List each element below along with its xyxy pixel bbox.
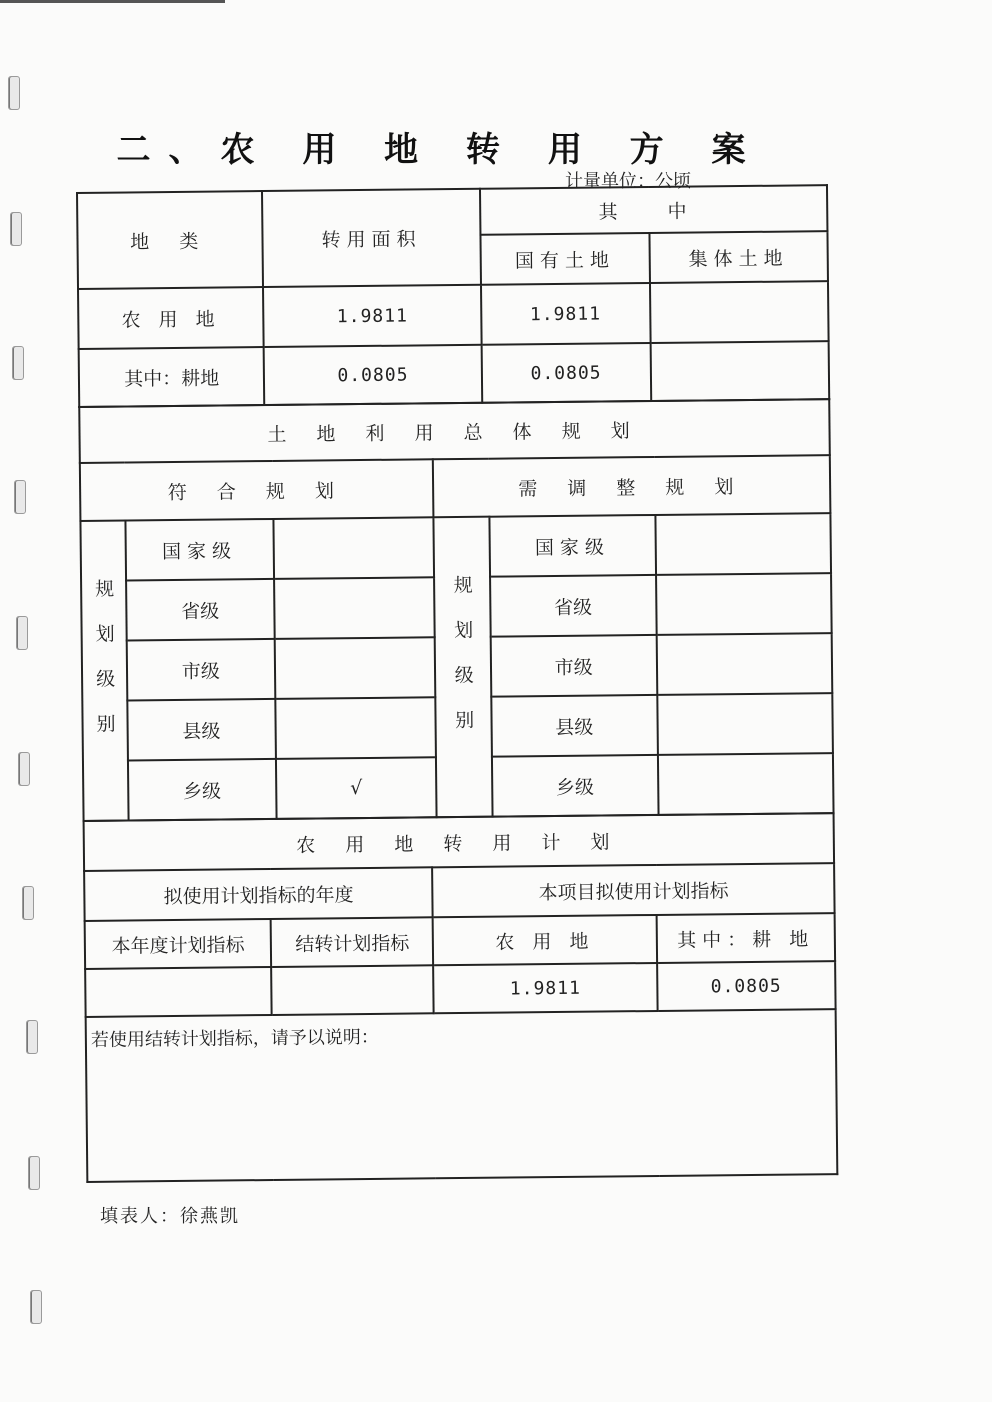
- adjust-mark-county: [657, 693, 833, 755]
- adjust-mark-township: [658, 753, 834, 815]
- conversion-plan-table: [83, 812, 839, 1183]
- land-use-plan-title: 土 地 利 用 总 体 规 划: [79, 399, 830, 463]
- compliant-level-province: 省级: [126, 579, 274, 641]
- header-land-type: 地 类: [77, 191, 263, 289]
- form-sheet: [76, 184, 838, 1183]
- table-row: [85, 961, 835, 1017]
- table-row: [78, 281, 829, 349]
- header-farmland: 农 用 地: [433, 915, 657, 965]
- project-quota-title: 本项目拟使用计划指标: [432, 863, 834, 917]
- header-current-year-quota: 本年度计划指标: [85, 919, 272, 969]
- compliant-level-national: 国家级: [126, 519, 274, 581]
- binding-hole-mark: [26, 1020, 38, 1054]
- header-carryover-quota: 结转计划指标: [271, 917, 433, 967]
- binding-hole-mark: [12, 346, 24, 380]
- binding-hole-mark: [14, 480, 26, 514]
- top-edge-line: [0, 0, 225, 3]
- header-cultivated: 其中：耕 地: [656, 913, 835, 963]
- cultivated-state-value: 0.0805: [481, 343, 651, 403]
- land-use-plan-table: [78, 398, 834, 822]
- compliant-mark-province: [274, 577, 435, 639]
- compliant-level-township: 乡级: [128, 759, 276, 821]
- compliant-plan-title: 符 合 规 划: [80, 459, 434, 521]
- adjust-level-county: 县级: [491, 695, 658, 757]
- farmland-quota-value: 1.9811: [433, 963, 657, 1013]
- conversion-plan-title: 农 用 地 转 用 计 划: [84, 813, 834, 871]
- header-among: 其 中: [480, 185, 828, 235]
- binding-hole-mark: [16, 616, 28, 650]
- header-collective-land: 集体土地: [649, 231, 828, 283]
- compliant-mark-city: [274, 637, 435, 699]
- farmland-state-value: 1.9811: [481, 283, 651, 345]
- binding-hole-mark: [30, 1290, 42, 1324]
- compliant-level-label: 规划级别: [80, 520, 128, 820]
- carryover-quota-value: [272, 965, 434, 1015]
- conversion-area-table: [76, 184, 830, 408]
- cultivated-area-value: 0.0805: [264, 345, 482, 405]
- adjust-level-national: 国家级: [489, 515, 656, 577]
- farmland-area-value: 1.9811: [263, 285, 481, 347]
- binding-hole-mark: [22, 886, 34, 920]
- binding-hole-mark: [8, 76, 20, 110]
- binding-hole-mark: [28, 1156, 40, 1190]
- adjust-plan-title: 需 调 整 规 划: [433, 455, 830, 517]
- cultivated-collective-value: [650, 341, 829, 401]
- adjust-level-label: 规划级别: [434, 517, 492, 818]
- plan-year-title: 拟使用计划指标的年度: [84, 867, 433, 921]
- adjust-level-township: 乡级: [492, 755, 659, 817]
- compliant-level-county: 县级: [127, 699, 275, 761]
- table-row: [80, 513, 831, 581]
- carryover-explanation-field[interactable]: [86, 1009, 838, 1182]
- measurement-unit: 计量单位：公顷: [565, 171, 691, 192]
- compliant-mark-township: √: [276, 757, 437, 819]
- row-label-farmland: 农 用 地: [78, 287, 264, 349]
- adjust-mark-city: [656, 633, 832, 695]
- carryover-explanation-label: 若使用结转计划指标，请予以说明：: [90, 1026, 379, 1051]
- table-row: [79, 341, 830, 407]
- compliant-mark-national: [273, 517, 434, 579]
- adjust-level-city: 市级: [490, 635, 657, 697]
- header-state-land: 国有土地: [480, 233, 650, 285]
- binding-hole-mark: [18, 752, 30, 786]
- adjust-mark-province: [656, 573, 832, 635]
- compliant-level-city: 市级: [127, 639, 275, 701]
- page-title: 二、农 用 地 转 用 方 案: [116, 130, 764, 170]
- form-filler: 填表人：徐燕凯: [100, 1206, 240, 1227]
- adjust-level-province: 省级: [490, 575, 657, 637]
- compliant-mark-county: [275, 697, 436, 759]
- header-conversion-area: 转用面积: [262, 189, 480, 287]
- row-label-cultivated: 其中：耕地: [79, 347, 265, 407]
- cultivated-quota-value: 0.0805: [657, 961, 836, 1011]
- adjust-mark-national: [655, 513, 831, 575]
- current-year-quota-value: [85, 967, 272, 1017]
- binding-hole-mark: [10, 212, 22, 246]
- farmland-collective-value: [650, 281, 829, 343]
